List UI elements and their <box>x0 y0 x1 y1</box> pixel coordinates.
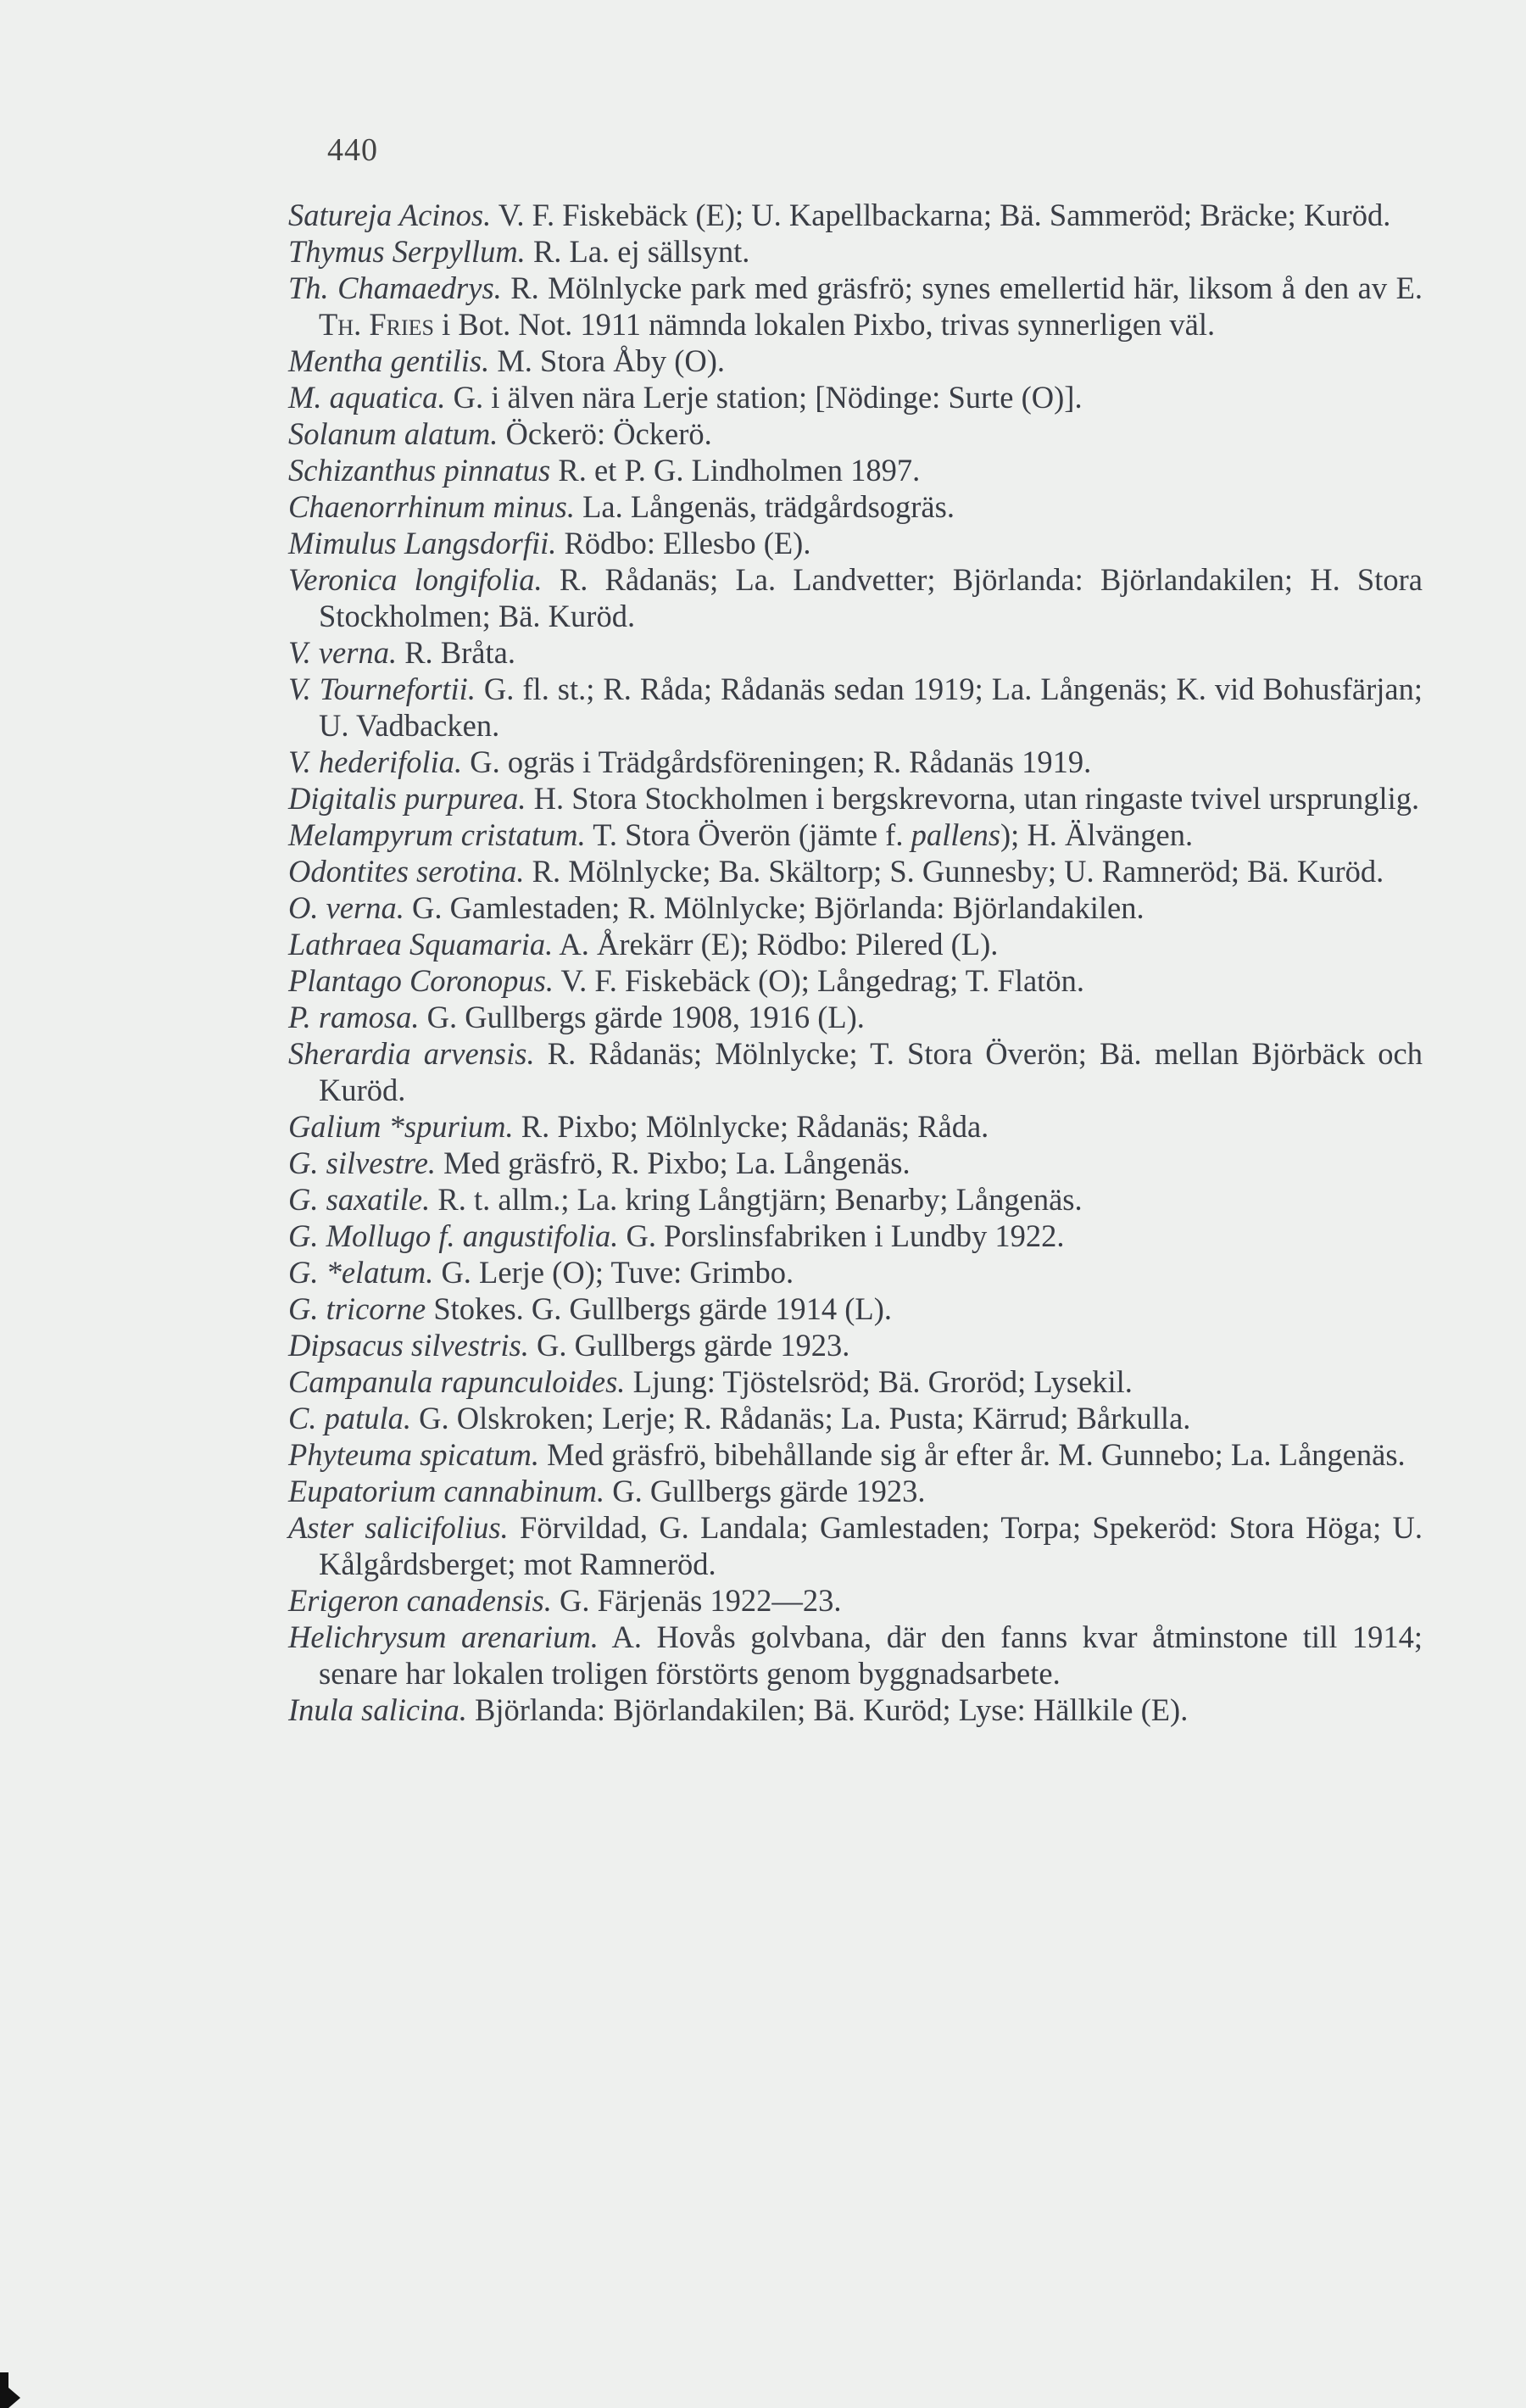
species-name: G. tricorne <box>288 1291 426 1326</box>
locality-text: R. et P. G. Lindholmen 1897. <box>550 453 921 488</box>
species-name: Mentha gentilis. <box>288 343 490 378</box>
locality-text: R. t. allm.; La. kring Långtjärn; Benarby; Långenäs. <box>430 1182 1083 1217</box>
locality-text: G. Olskroken; Lerje; R. Rådanäs; La. Pusta; Kärrud; Bårkulla. <box>411 1401 1191 1435</box>
species-entry <box>288 1254 1423 1290</box>
locality-text: G. Gullbergs gärde 1923. <box>528 1328 850 1363</box>
species-name: Dipsacus silvestris. <box>288 1328 529 1363</box>
species-name: Solanum alatum. <box>288 416 498 451</box>
species-entry <box>288 197 1423 233</box>
locality-text: V. F. Fiskebäck (E); U. Kapellbackarna; Bä. Sammeröd; Bräcke; Kuröd. <box>491 198 1391 232</box>
species-entry <box>288 561 1423 634</box>
locality-text: V. F. Fiskebäck (O); Långedrag; T. Flatön. <box>553 963 1084 998</box>
species-entry <box>288 1327 1423 1363</box>
species-entry <box>288 999 1423 1035</box>
species-name: V. hederifolia. <box>288 744 463 779</box>
species-name: Galium *spurium. <box>288 1109 514 1144</box>
species-entry <box>288 415 1423 452</box>
locality-text: R. Pixbo; Mölnlycke; Rådanäs; Råda. <box>513 1109 989 1144</box>
species-name: Aster salicifolius. <box>288 1510 509 1545</box>
locality-text: R. Mölnlycke; Ba. Skältorp; S. Gunnesby; U. Ramneröd; Bä. Kuröd. <box>524 854 1384 889</box>
author-name: Th. Fries <box>319 307 434 342</box>
locality-text: G. Färjenäs 1922—23. <box>551 1583 842 1618</box>
species-entry <box>288 1290 1423 1327</box>
species-name: Chaenorrhinum minus. <box>288 489 575 524</box>
species-entry <box>288 962 1423 999</box>
species-name: Inula salicina. <box>288 1692 467 1727</box>
species-name: Digitalis purpurea. <box>288 781 526 816</box>
species-name: Th. Chamaedrys. <box>288 270 502 305</box>
species-entry <box>288 853 1423 889</box>
species-list <box>288 197 1423 1728</box>
locality-text: Öckerö: Öckerö. <box>498 416 712 451</box>
locality-text: i Bot. Not. 1911 nämnda lokalen Pixbo, trivas synnerligen väl. <box>433 307 1216 342</box>
species-name: M. aquatica. <box>288 380 446 415</box>
page-number: 440 <box>327 132 378 168</box>
species-entry <box>288 379 1423 415</box>
locality-text: G. ogräs i Trädgårdsföreningen; R. Rådanäs 1919. <box>462 744 1092 779</box>
locality-text: T. Stora Överön (jämte f. <box>585 817 911 852</box>
locality-text: G. i älven nära Lerje station; [Nödinge: Surte (O)]. <box>445 380 1083 415</box>
species-entry <box>288 1108 1423 1145</box>
species-entry <box>288 1035 1423 1108</box>
species-entry <box>288 233 1423 270</box>
locality-text: Ljung: Tjöstelsröd; Bä. Groröd; Lysekil. <box>625 1364 1133 1399</box>
locality-text: A. Årekärr (E); Rödbo: Pilered (L). <box>553 927 999 962</box>
species-entry <box>288 525 1423 561</box>
species-name: Mimulus Langsdorfii. <box>288 526 557 560</box>
locality-text: Med gräsfrö, bibehållande sig år efter år. M. Gunnebo; La. Långenäs. <box>539 1437 1406 1472</box>
species-name: Helichrysum arenarium. <box>288 1619 599 1654</box>
species-name: Erigeron canadensis. <box>288 1583 552 1618</box>
species-entry <box>288 270 1423 343</box>
locality-text: G. Gamlestaden; R. Mölnlycke; Björlanda: Björlandakilen. <box>404 890 1144 925</box>
species-name: Sherardia arvensis. <box>288 1036 535 1071</box>
species-name: Odontites serotina. <box>288 854 525 889</box>
species-name: O. verna. <box>288 890 404 925</box>
species-entry <box>288 1582 1423 1619</box>
species-entry <box>288 1692 1423 1728</box>
species-entry <box>288 671 1423 744</box>
locality-text: A. Hovås golvbana, där den fanns kvar åtminstone till 1914; senare har lokalen troligen förstörts genom byggnadsarbete. <box>319 1619 1423 1691</box>
species-name: G. *elatum. <box>288 1255 434 1290</box>
species-name: Lathraea Squamaria. <box>288 927 554 962</box>
species-name: Eupatorium cannabinum. <box>288 1474 605 1508</box>
species-entry <box>288 488 1423 525</box>
locality-text: Stokes. G. Gullbergs gärde 1914 (L). <box>426 1291 892 1326</box>
species-entry <box>288 1218 1423 1254</box>
species-entry <box>288 889 1423 926</box>
species-name: Satureja Acinos. <box>288 198 492 232</box>
locality-text: Rödbo: Ellesbo (E). <box>556 526 811 560</box>
locality-text: La. Långenäs, trädgårdsogräs. <box>575 489 955 524</box>
species-entry <box>288 343 1423 379</box>
species-name: Veronica longifolia. <box>288 562 543 597</box>
locality-text: ); H. Älvängen. <box>1000 817 1194 852</box>
species-entry <box>288 744 1423 780</box>
locality-text: G. Lerje (O); Tuve: Grimbo. <box>433 1255 794 1290</box>
species-name: Schizanthus pinnatus <box>288 453 551 488</box>
scan-corner-mark <box>0 2372 8 2408</box>
species-entry <box>288 1436 1423 1473</box>
locality-text: R. Bråta. <box>397 635 515 670</box>
species-entry <box>288 780 1423 817</box>
species-entry <box>288 817 1423 853</box>
species-name: Melampyrum cristatum. <box>288 817 586 852</box>
species-name: Thymus Serpyllum. <box>288 234 526 269</box>
locality-text: R. Rådanäs; Mölnlycke; T. Stora Överön; Bä. mellan Björbäck och Kuröd. <box>319 1036 1423 1107</box>
locality-text: M. Stora Åby (O). <box>489 343 725 378</box>
species-name: Phyteuma spicatum. <box>288 1437 539 1472</box>
species-entry <box>288 926 1423 962</box>
species-name: G. silvestre. <box>288 1145 437 1180</box>
species-entry <box>288 1509 1423 1582</box>
species-name: V. Tournefortii. <box>288 672 476 706</box>
locality-text: R. La. ej sällsynt. <box>525 234 750 269</box>
locality-text: G. Porslinsfabriken i Lundby 1922. <box>618 1218 1065 1253</box>
locality-text: R. Rådanäs; La. Landvetter; Björlanda: Björlandakilen; H. Stora Stockholmen; Bä. Kuröd. <box>319 562 1423 633</box>
locality-text: Med gräsfrö, R. Pixbo; La. Långenäs. <box>436 1145 911 1180</box>
species-name: G. saxatile. <box>288 1182 431 1217</box>
locality-text: G. fl. st.; R. Råda; Rådanäs sedan 1919; La. Långenäs; K. vid Bohusfärjan; U. Vadbacken. <box>319 672 1423 743</box>
locality-text: H. Stora Stockholmen i bergskrevorna, utan ringaste tvivel ursprunglig. <box>526 781 1420 816</box>
locality-text: Björlanda: Björlandakilen; Bä. Kuröd; Lyse: Hällkile (E). <box>466 1692 1189 1727</box>
species-entry <box>288 1473 1423 1509</box>
species-entry <box>288 452 1423 488</box>
locality-text: G. Gullbergs gärde 1923. <box>604 1474 926 1508</box>
species-entry <box>288 1181 1423 1218</box>
species-name: Plantago Coronopus. <box>288 963 554 998</box>
species-name: Campanula rapunculoides. <box>288 1364 626 1399</box>
species-entry <box>288 1363 1423 1400</box>
form-name: pallens <box>911 817 1001 852</box>
locality-text: R. Mölnlycke park med gräsfrö; synes emellertid här, liksom å den av E. <box>501 270 1423 305</box>
species-entry <box>288 1400 1423 1436</box>
locality-text: G. Gullbergs gärde 1908, 1916 (L). <box>419 1000 865 1034</box>
species-name: P. ramosa. <box>288 1000 420 1034</box>
species-entry <box>288 634 1423 671</box>
species-entry <box>288 1145 1423 1181</box>
species-name: C. patula. <box>288 1401 412 1435</box>
species-name: V. verna. <box>288 635 398 670</box>
species-entry <box>288 1619 1423 1692</box>
locality-text: Förvildad, G. Landala; Gamlestaden; Torpa; Spekeröd: Stora Höga; U. Kålgårdsberget; mot Ramneröd. <box>319 1510 1423 1581</box>
species-name: G. Mollugo f. angustifolia. <box>288 1218 619 1253</box>
